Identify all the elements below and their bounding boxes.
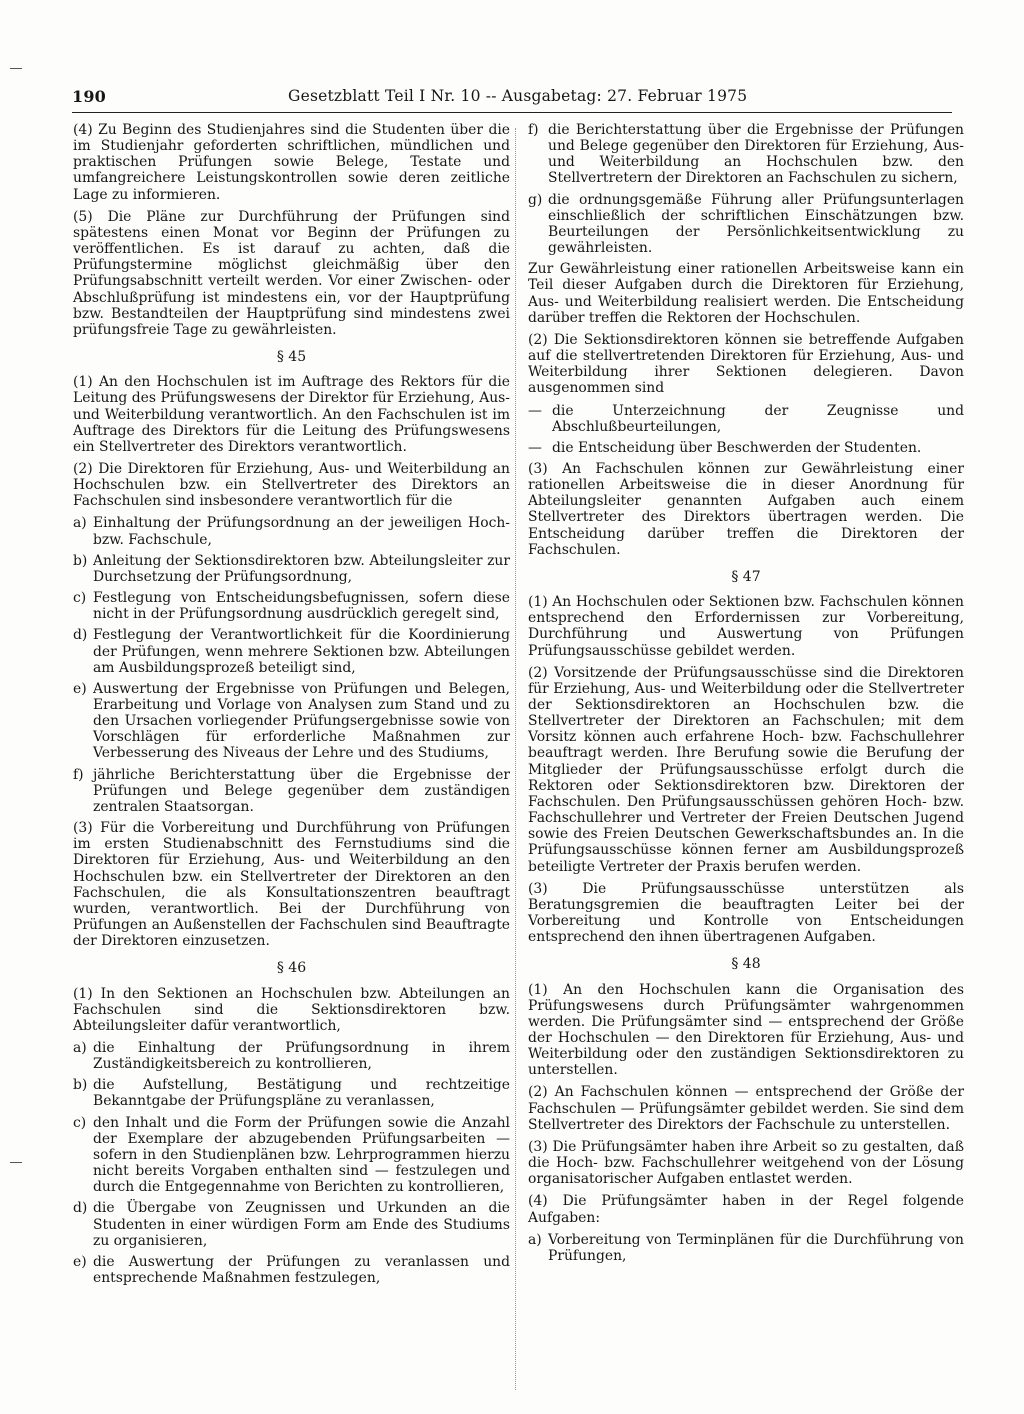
page-header <box>72 87 952 111</box>
list-item <box>73 590 510 622</box>
list-text: die Aufstellung, Bestätigung und rechtzeitige Bekanntgabe der Prüfungspläne zu veranlassen, <box>93 1077 510 1110</box>
list-text: jährliche Berichterstattung über die Ergebnisse der Prüfungen und Belege gegenüber dem zuständigen zentralen Staatsorgan. <box>93 766 510 815</box>
paragraph: (2) An Fachschulen können — entsprechend der Größe der Fachschulen — Prüfungsämter gebildet werden. Sie sind dem Stellvertreter des Direktors der Fachschule zu unterstellen. <box>528 1084 964 1133</box>
list-text: die Entscheidung über Beschwerden der Studenten. <box>552 439 922 456</box>
right-column <box>528 122 964 1269</box>
paragraph: (1) In den Sektionen an Hochschulen bzw. Abteilungen an Fachschulen sind die Sektionsdirektoren bzw. Abteilungsleiter dafür verantwortlich, <box>73 985 510 1034</box>
list-text: den Inhalt und die Form der Prüfungen sowie die Anzahl der Exemplare der abzugebenden Prüfungsarbeiten — sofern in den Studienplänen bzw. Lehrprogrammen hierzu nicht bereits Vorgaben enthalten sind — festzulegen und durch die Entgegennahme von Berichten zu kontrollieren, <box>93 1114 510 1196</box>
list-text: die Einhaltung der Prüfungsordnung in ihrem Zuständigkeitsbereich zu kontrollieren, <box>93 1039 510 1073</box>
margin-mark <box>10 1162 22 1163</box>
list-label: — <box>528 439 542 456</box>
list-item <box>73 1254 510 1286</box>
section-heading: § 47 <box>731 568 761 585</box>
list-label: a) <box>73 1039 87 1056</box>
list-label: a) <box>528 1231 542 1248</box>
list-item <box>73 681 510 762</box>
paragraph: (3) Die Prüfungsausschüsse unterstützen als Beratungsgremien die beauftragten Leiter bei der Vorbereitung und Kontrolle von Entscheidungen entsprechend den ihnen übertragenen Aufgaben. <box>528 880 964 946</box>
paragraph: (3) Für die Vorbereitung und Durchführung von Prüfungen im ersten Studienabschnitt des Fernstudiums sind die Direktoren für Erziehung, Aus- und Weiterbildung an den Hochschulen bzw. ein Stellvertreter der Direktoren an den Fachschulen, die als Konsultationszentren beauftragt wurden, verantwortlich. Bei der Durchführung von Prüfungen an Außenstellen der Fachschulen sind Beauftragte der Direktoren einzusetzen. <box>73 820 510 950</box>
list-label: e) <box>73 680 87 697</box>
column-divider <box>515 128 516 1390</box>
list-label: c) <box>73 590 87 607</box>
list-item <box>528 1232 964 1264</box>
section-heading: § 46 <box>276 960 307 977</box>
list-item <box>73 1115 510 1196</box>
list-item <box>73 1200 510 1248</box>
list-item <box>528 440 964 456</box>
section-heading: § 48 <box>731 956 761 973</box>
list-label: d) <box>73 1200 88 1217</box>
list-item <box>73 1077 510 1109</box>
list-label: b) <box>73 552 88 569</box>
list-label: b) <box>73 1077 88 1094</box>
paragraph: (1) An den Hochschulen ist im Auftrage des Rektors für die Leitung des Prüfungswesens der Direktor für Erziehung, Aus- und Weiterbildung verantwortlich. An den Fachschulen ist im Auftrage des Direktors für die Leitung des Prüfungswesens ein Stellvertreter des Direktors verantwortlich. <box>73 374 510 455</box>
paragraph: (2) Die Direktoren für Erziehung, Aus- und Weiterbildung an Hochschulen bzw. ein Stellvertreter des Direktors an Fachschulen sind insbesondere verantwortlich für die <box>73 460 510 510</box>
left-column <box>73 122 510 1291</box>
paragraph: (3) Die Prüfungsämter haben ihre Arbeit so zu gestalten, daß die Hoch- bzw. Fachschullehrer weitgehend von der Lösung organisatorischer Aufgaben entlastet werden. <box>528 1138 964 1188</box>
list-text: Auswertung der Ergebnisse von Prüfungen und Belegen, Erarbeitung und Vorlage von Analysen zum Stand und zu den Ursachen vorliegender Prüfungsergebnisse sowie von Vorschlägen für erforderliche Maßnahmen zur Verbesserung des Niveaus der Lehre und des Studiums, <box>93 680 510 762</box>
paragraph: (3) An Fachschulen können zur Gewährleistung einer rationellen Arbeitsweise die in dieser Anordnung für Abteilungsleiter genannten Aufgaben auch einem Stellvertreter des Direktors übertragen werden. Die Entscheidung darüber treffen die Direktoren der Fachschulen. <box>528 460 964 558</box>
paragraph: (2) Die Sektionsdirektoren können sie betreffende Aufgaben auf die stellvertretenden Direktoren für Erziehung, Aus- und Weiterbildung ihrer Sektionen delegieren. Davon ausgenommen sind <box>528 331 964 397</box>
list-text: die Auswertung der Prüfungen zu veranlassen und entsprechende Maßnahmen festzulegen, <box>93 1253 510 1286</box>
section-heading: § 45 <box>276 349 307 366</box>
list-text: Festlegung der Verantwortlichkeit für die Koordinierung der Prüfungen, wenn mehrere Sektionen bzw. Abteilungen am Ausbildungsprozeß beteiligt sind, <box>93 627 510 676</box>
page-number: 190 <box>72 87 106 106</box>
paragraph: (5) Die Pläne zur Durchführung der Prüfungen sind spätestens einen Monat vor Beginn der Prüfungen zu veröffentlichen. Es ist darauf zu achten, daß die Prüfungstermine möglichst gleichmäßig über den Prüfungsabschnitt verteilt werden. Vor einer Zwischen- oder Abschlußprüfung ist mindestens ein, vor der Hauptprüfung bzw. Bestandteilen der Hauptprüfung sind mindestens zwei prüfungsfreie Tage zu gewährleisten. <box>73 208 510 338</box>
list-text: Anleitung der Sektionsdirektoren bzw. Abteilungsleiter zur Durchsetzung der Prüfungsordnung, <box>93 552 510 585</box>
paragraph: (1) An den Hochschulen kann die Organisation des Prüfungswesens durch Prüfungsämter wahrgenommen werden. Die Prüfungsämter sind — entsprechend der Größe der Hochschulen — den Direktoren für Erziehung, Aus- und Weiterbildung oder den zuständigen Sektionsdirektoren zu unterstellen. <box>528 981 964 1079</box>
list-text: die Übergabe von Zeugnissen und Urkunden an die Studenten in einer würdigen Form am Ende des Studiums zu organisieren, <box>93 1200 510 1249</box>
running-title: Gesetzblatt Teil I Nr. 10 -- Ausgabetag: 27. Februar 1975 <box>288 87 748 105</box>
list-label: d) <box>73 627 88 644</box>
paragraph: (1) An Hochschulen oder Sektionen bzw. Fachschulen können entsprechend den Erfordernissen zur Vorbereitung, Durchführung und Auswertung von Prüfungen Prüfungsausschüsse gebildet werden. <box>528 594 964 659</box>
list-item <box>73 1040 510 1072</box>
list-item <box>528 122 964 187</box>
list-label: f) <box>73 766 84 783</box>
list-text: Vorbereitung von Terminplänen für die Durchführung von Prüfungen, <box>548 1231 964 1264</box>
list-label: g) <box>528 191 543 208</box>
margin-mark <box>10 68 22 69</box>
paragraph: (4) Zu Beginn des Studienjahres sind die Studenten über die im Studienjahr geforderten schriftlichen, mündlichen und praktischen Prüfungen sowie Belege, Testate und umfangreichere Leistungskontrollen sowie deren zeitliche Lage zu informieren. <box>73 122 510 203</box>
list-label: e) <box>73 1253 87 1270</box>
list-item <box>73 515 510 547</box>
list-text: Festlegung von Entscheidungsbefugnissen, sofern diese nicht in der Prüfungsordnung ausdrücklich geregelt sind, <box>93 590 510 623</box>
list-label: f) <box>528 122 539 138</box>
paragraph: (2) Vorsitzende der Prüfungsausschüsse sind die Direktoren für Erziehung, Aus- und Weiterbildung oder die Stellvertreter der Sektionsdirektoren an Hochschulen bzw. die Stellvertreter der Direktoren an Fachschulen; mit dem Vorsitz können auch erfahrene Hoch- bzw. Fachschullehrer beauftragt werden. Ihre Berufung sowie die Berufung der Mitglieder der Prüfungsausschüsse erfolgt durch die Rektoren oder Sektionsdirektoren bzw. Direktoren der Fachschulen. Den Prüfungsausschüssen gehören Hoch- bzw. Fachschullehrer und Vertreter der Freien Deutschen Jugend sowie des Freien Deutschen Gewerkschaftsbundes an. In die Prüfungsausschüsse können ferner am Ausbildungsprozeß beteiligte Vertreter der Praxis berufen werden. <box>528 664 964 875</box>
list-label: c) <box>73 1114 87 1131</box>
list-text: die Berichterstattung über die Ergebnisse der Prüfungen und Belege gegenüber den Direktoren für Erziehung, Aus- und Weiterbildung an Hochschulen bzw. den Stellvertretern der Direktoren an Fachschulen zu sichern, <box>548 122 964 187</box>
list-item <box>73 767 510 815</box>
paragraph: (4) Die Prüfungsämter haben in der Regel folgende Aufgaben: <box>528 1193 964 1226</box>
list-label: — <box>528 402 542 419</box>
list-item <box>528 403 964 435</box>
paragraph: Zur Gewährleistung einer rationellen Arbeitsweise kann ein Teil dieser Aufgaben durch die Direktoren für Erziehung, Aus- und Weiterbildung realisiert werden. Die Entscheidung darüber treffen die Rektoren der Hochschulen. <box>528 261 964 326</box>
list-item <box>528 192 964 257</box>
list-text: die Unterzeichnung der Zeugnisse und Abschlußbeurteilungen, <box>552 402 964 435</box>
list-item <box>73 627 510 675</box>
list-text: die ordnungsgemäße Führung aller Prüfungsunterlagen einschließlich der schriftlichen Einschätzungen bzw. Beurteilungen der Persönlichkeitsentwicklung zu gewährleisten. <box>548 191 964 257</box>
list-item <box>73 553 510 585</box>
list-label: a) <box>73 515 87 532</box>
header-rule <box>72 112 952 113</box>
list-text: Einhaltung der Prüfungsordnung an der jeweiligen Hoch- bzw. Fachschule, <box>93 515 510 548</box>
